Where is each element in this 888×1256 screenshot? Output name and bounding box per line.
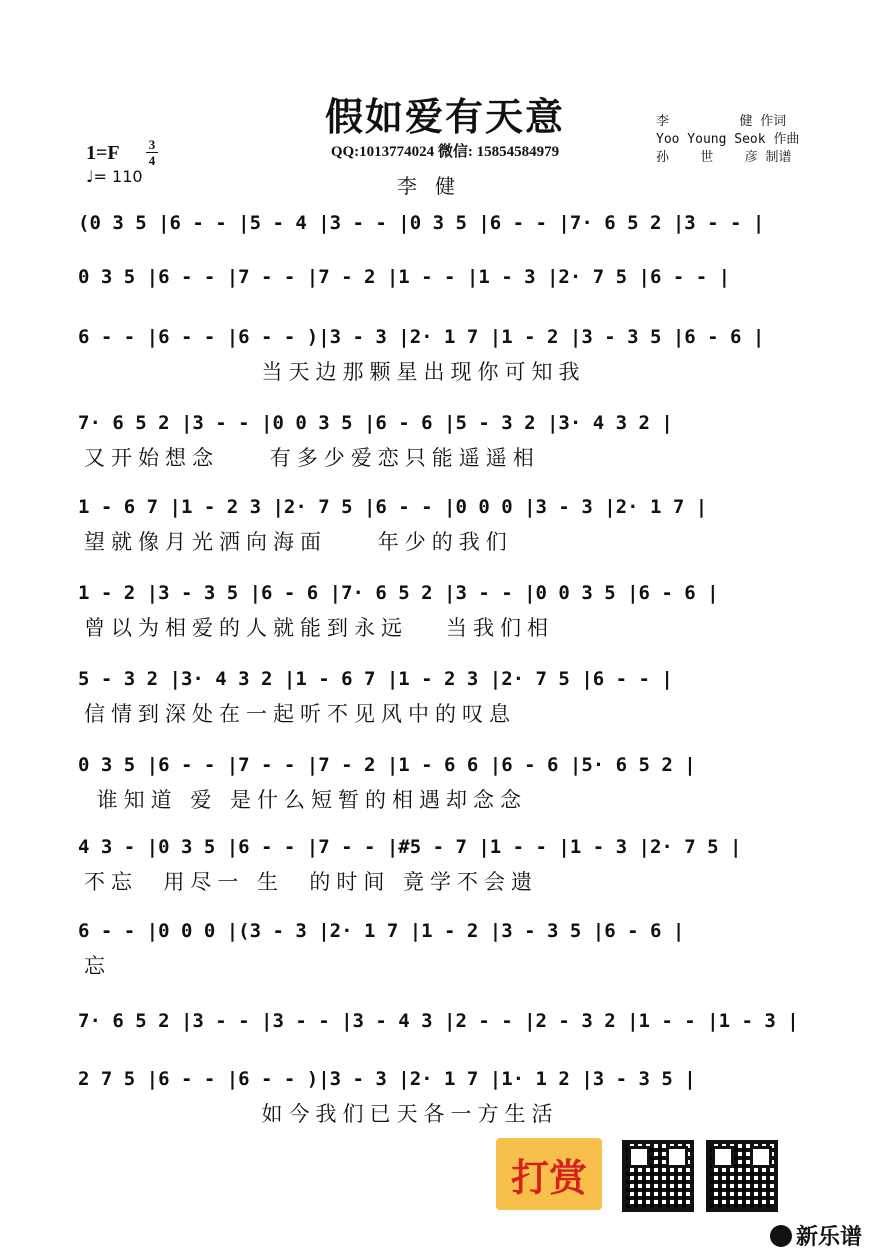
qr-code-icon [706,1140,778,1212]
lyric-row: 忘 [84,954,111,978]
lyric-row: 当天边那颗星出现你可知我 [84,360,586,384]
lyric-row: 如今我们已天各一方生活 [84,1102,559,1126]
time-bottom: 4 [148,153,156,168]
notes-row: 1 - 2 |3 - 3 5 |6 - 6 |7· 6 5 2 |3 - - |0 0 3 5 |6 - 6 | [78,582,719,604]
notes-row: 4 3 - |0 3 5 |6 - - |7 - - |#5 - 7 |1 - - |1 - 3 |2· 7 5 | [78,836,742,858]
notes-row: 5 - 3 2 |3· 4 3 2 |1 - 6 7 |1 - 2 3 |2· 7 5 |6 - - | [78,668,673,690]
logo-text: 新乐谱 [796,1225,863,1250]
lyric-row: 望就像月光洒向海面 年少的我们 [84,530,513,554]
key-signature: 1=F [86,142,120,164]
notes-row: 7· 6 5 2 |3 - - |0 0 3 5 |6 - 6 |5 - 3 2 |3· 4 3 2 | [78,412,673,434]
lyric-row: 不忘 用尽一 生 的时间 竟学不会遗 [84,870,539,894]
lyric-row: 又开始想念 有多少爱恋只能遥遥相 [84,446,540,470]
reward-button[interactable]: 打赏 [496,1138,602,1210]
notes-row: 0 3 5 |6 - - |7 - - |7 - 2 |1 - - |1 - 3 |2· 7 5 |6 - - | [78,266,731,288]
notes-row: 2 7 5 |6 - - |6 - - )|3 - 3 |2· 1 7 |1· 1 2 |3 - 3 5 | [78,1068,696,1090]
lyric-row: 曾以为相爱的人就能到永远 当我们相 [84,616,555,640]
notes-row: 0 3 5 |6 - - |7 - - |7 - 2 |1 - 6 6 |6 - 6 |5· 6 5 2 | [78,754,696,776]
notes-row: 7· 6 5 2 |3 - - |3 - - |3 - 4 3 |2 - - |2 - 3 2 |1 - - |1 - 3 | [78,1010,799,1032]
qr-code-icon [622,1140,694,1212]
notes-row: 6 - - |0 0 0 |(3 - 3 |2· 1 7 |1 - 2 |3 - 3 5 |6 - 6 | [78,920,685,942]
contact-info: QQ:1013774024 微信: 15854584979 [330,144,560,160]
lyric-row: 谁知道 爱 是什么短暂的相遇却念念 [84,788,528,812]
notes-row: (0 3 5 |6 - - |5 - 4 |3 - - |0 3 5 |6 - - |7· 6 5 2 |3 - - | [78,212,765,234]
time-signature [146,138,158,167]
lyric-row: 信情到深处在一起听不见风中的叹息 [84,702,516,726]
song-title: 假如爱有天意 [324,94,565,139]
tempo-marking: ♩= 110 [86,167,143,186]
site-logo [770,1220,862,1251]
notes-row: 6 - - |6 - - |6 - - )|3 - 3 |2· 1 7 |1 - 2 |3 - 3 5 |6 - 6 | [78,326,765,348]
credits: 李 健 作词 Yoo Young Seok 作曲 孙 世 彦 制谱 [656,114,800,165]
notes-row: 1 - 6 7 |1 - 2 3 |2· 7 5 |6 - - |0 0 0 |3 - 3 |2· 1 7 | [78,496,708,518]
time-top: 3 [148,137,156,152]
singer-name: 李健 [397,174,473,198]
logo-icon [770,1225,792,1247]
